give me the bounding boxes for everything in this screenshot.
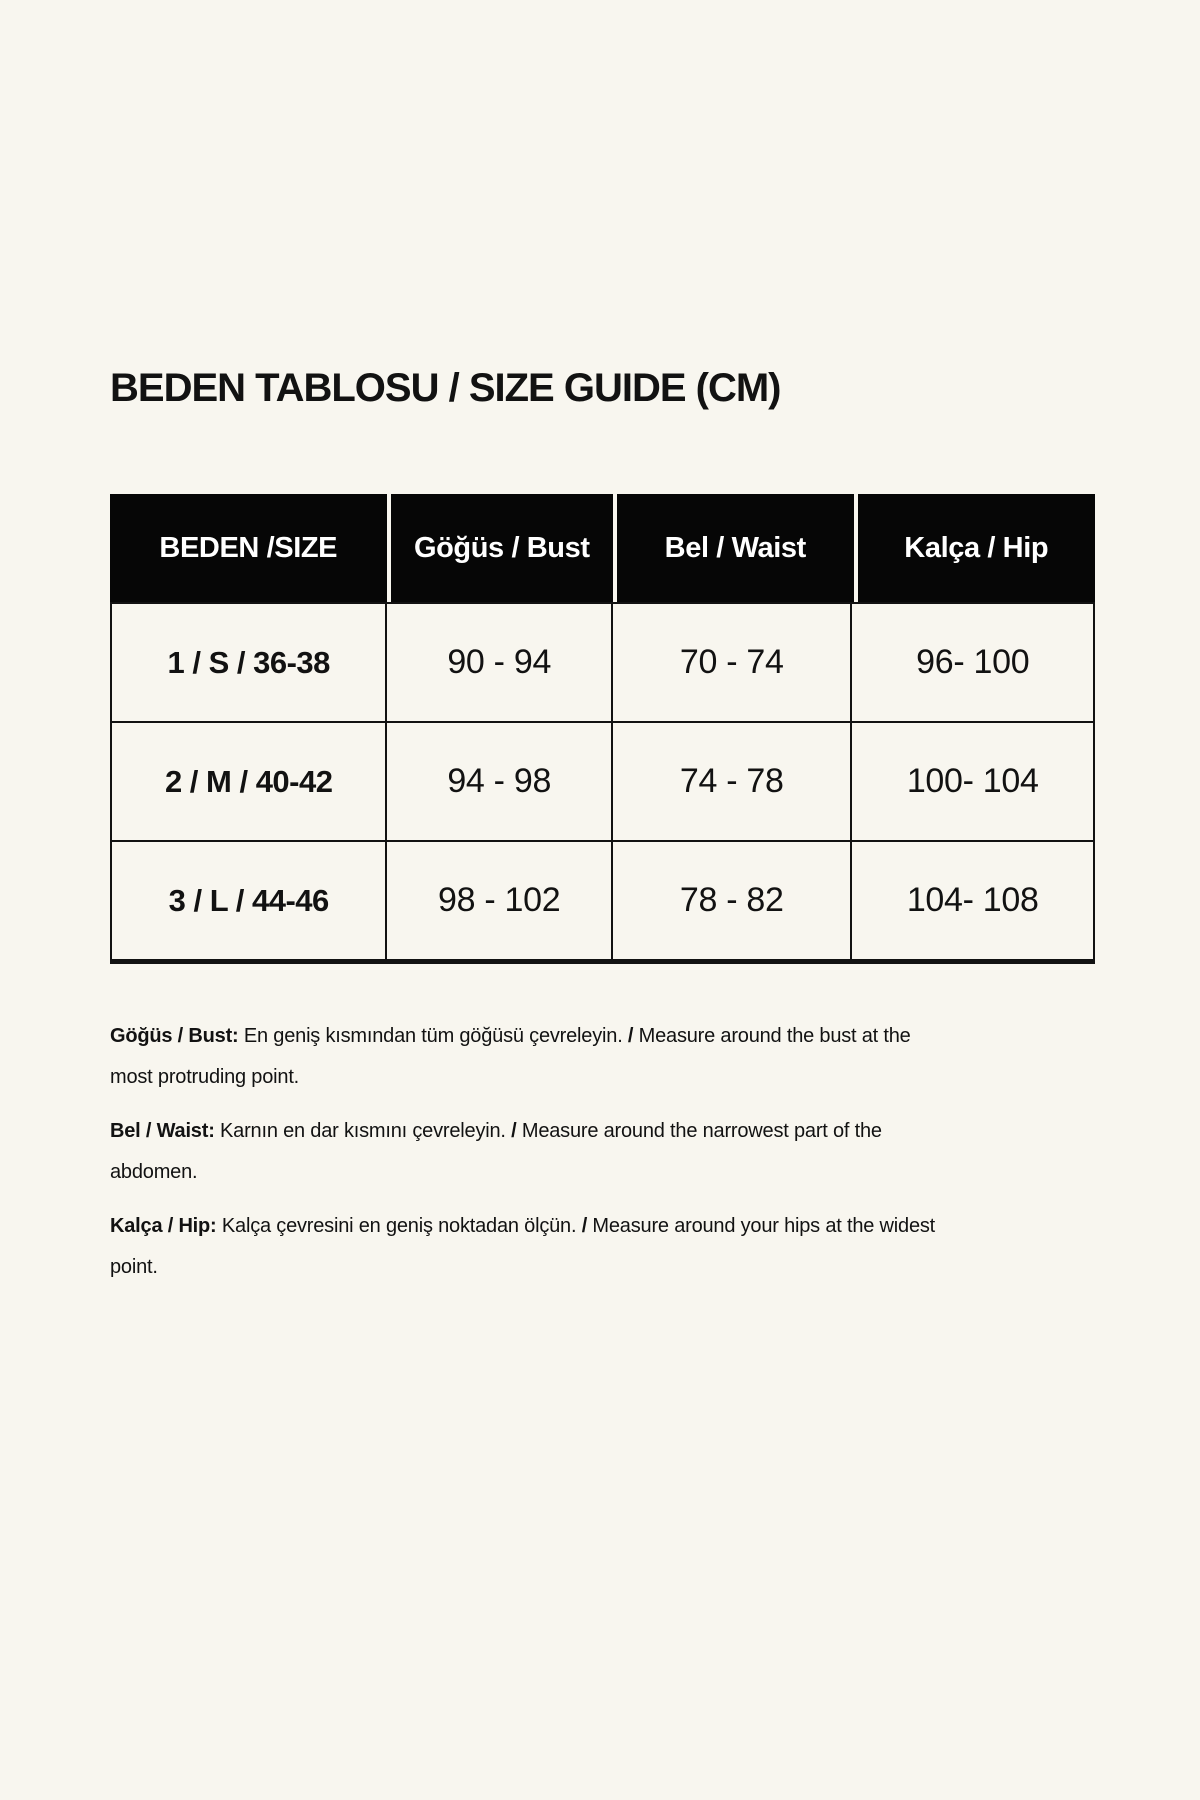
note-label: Göğüs / Bust:: [110, 1025, 239, 1047]
cell-bust: 90 - 94: [387, 604, 613, 723]
cell-size: 2 / M / 40-42: [112, 723, 387, 842]
note-text-tr: Karnın en dar kısmını çevreleyin.: [220, 1120, 506, 1142]
header-label-size: BEDEN /SIZE: [159, 531, 338, 564]
note-text-en: Measure around your hips at the widest: [592, 1215, 936, 1237]
note-text-en: Measure around the narrowest part of the: [521, 1120, 882, 1142]
cell-hip: 104- 108: [852, 842, 1093, 959]
header-cell-hip: [854, 494, 1095, 602]
note-separator: /: [511, 1120, 517, 1142]
cell-size: 3 / L / 44-46: [112, 842, 387, 959]
table-row-large: [112, 842, 1093, 959]
note-label: Bel / Waist:: [110, 1120, 215, 1142]
table-row-small: [112, 604, 1093, 723]
note-text-en: most protruding point.: [110, 1066, 300, 1088]
note-waist: [110, 1111, 1010, 1193]
size-table-header-row: [110, 494, 1095, 602]
cell-size: 1 / S / 36-38: [112, 604, 387, 723]
cell-waist: 78 - 82: [613, 842, 853, 959]
cell-waist: 74 - 78: [613, 723, 853, 842]
cell-hip: 96- 100: [852, 604, 1093, 723]
measurement-notes: [110, 1016, 1010, 1288]
header-label-waist: Bel / Waist: [664, 531, 806, 564]
cell-hip: 100- 104: [852, 723, 1093, 842]
header-cell-waist: [613, 494, 853, 602]
note-separator: /: [581, 1215, 588, 1237]
note-text-en: point.: [110, 1256, 158, 1278]
note-bust: [110, 1016, 1010, 1098]
table-row-medium: [112, 723, 1093, 842]
header-label-bust: Göğüs / Bust: [413, 531, 590, 564]
note-text-en: Measure around the bust at the: [638, 1025, 911, 1047]
note-label: Kalça / Hip:: [110, 1215, 217, 1237]
header-cell-bust: [387, 494, 613, 602]
cell-waist: 70 - 74: [613, 604, 853, 723]
header-label-hip: Kalça / Hip: [904, 531, 1049, 564]
note-hip: [110, 1206, 1010, 1288]
page-title: BEDEN TABLOSU / SIZE GUIDE (CM): [110, 366, 781, 410]
cell-bust: 98 - 102: [387, 842, 613, 959]
note-text-en: abdomen.: [110, 1161, 198, 1183]
header-cell-size: [110, 494, 387, 602]
note-text-tr: En geniş kısmından tüm göğüsü çevreleyin.: [243, 1025, 623, 1047]
size-table-body: [110, 602, 1095, 964]
note-text-tr: Kalça çevresini en geniş noktadan ölçün.: [221, 1215, 577, 1237]
size-table: [110, 494, 1095, 964]
note-separator: /: [627, 1025, 634, 1047]
cell-bust: 94 - 98: [387, 723, 613, 842]
